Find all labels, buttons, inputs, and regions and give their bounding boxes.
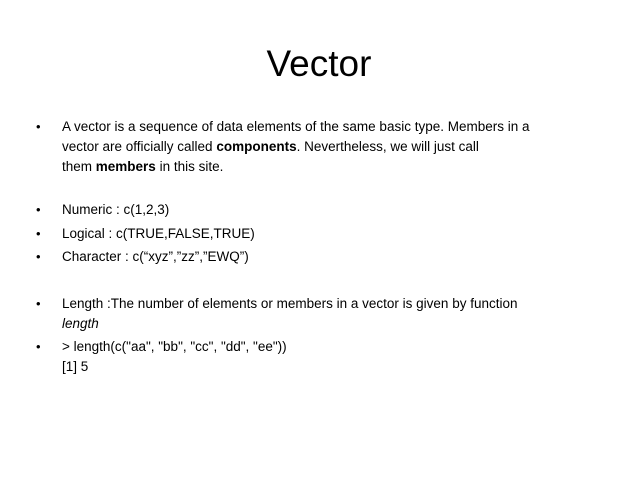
bullet-icon: • [36, 119, 41, 134]
bullet-icon: • [36, 226, 41, 241]
bullet-item-character [36, 247, 582, 267]
bullet-text: Length :The number of elements or members in a vector is given by function [62, 296, 518, 311]
bullet-icon: • [36, 296, 41, 311]
text-line: them members in this site. [62, 159, 224, 174]
bullet-icon: • [36, 339, 41, 354]
bullet-item-numeric [36, 200, 582, 220]
bullet-text: Numeric : c(1,2,3) [62, 202, 170, 217]
code-output: [1] 5 [62, 359, 89, 374]
slide-title: Vector [266, 43, 372, 84]
bullet-icon: • [36, 202, 41, 217]
bullet-text: Character : c(“xyz”,”zz”,”EWQ”) [62, 249, 249, 264]
bold-term-members: members [95, 159, 156, 174]
bullet-item-length [36, 294, 582, 334]
text-line: A vector is a sequence of data elements of the same basic type. Members in a [62, 119, 530, 134]
italic-term-length: length [62, 316, 99, 331]
bold-term-components: components [216, 139, 297, 154]
code-line: > length(c("aa", "bb", "cc", "dd", "ee")) [62, 339, 287, 354]
text-line: vector are officially called components. Nevertheless, we will just call [62, 139, 479, 154]
bullet-item-vector-definition [36, 117, 582, 177]
bullet-text: Logical : c(TRUE,FALSE,TRUE) [62, 226, 255, 241]
bullet-item-length-example [36, 337, 582, 377]
bullet-icon: • [36, 249, 41, 264]
bullet-item-logical [36, 224, 582, 244]
